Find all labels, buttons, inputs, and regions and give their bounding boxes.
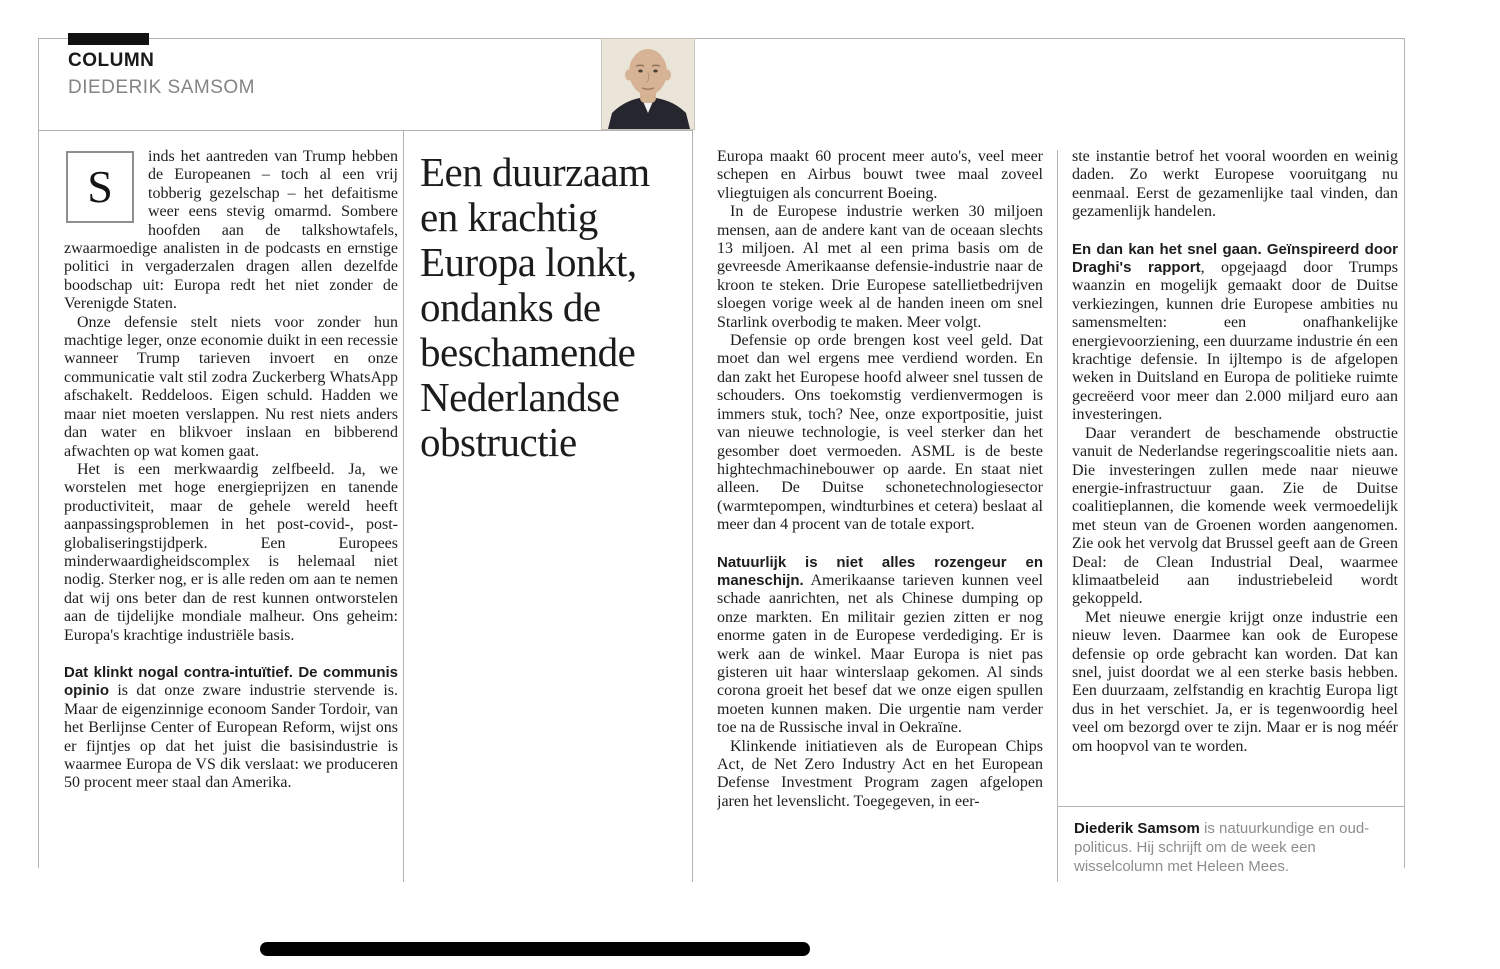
article-headline (420, 150, 688, 465)
paragraph-text: is dat onze zware industrie stervende is. Maar de eigenzinnige econoom Sander Tordoir, van het Berlijnse Center of European Reform, wijst ons er fijntjes op dat het juist die basisindustrie is waarmee Europa de VS dik verslaat: we produceren 50 procent meer staal dan Amerika. (64, 682, 398, 792)
paragraph: Klinkende initiatieven als de European Chips Act, de Net Zero Industry Act en het European Defense Investment Program zagen afgelopen jaren het levenslicht. Toegegeven, in eer- (717, 737, 1043, 810)
author-credit-text: is natuurkundige en oud-politicus. Hij schrijft om de week een wisselcolumn met Heleen Mees. (1074, 820, 1370, 875)
author-name-header: DIEDERIK SAMSOM (68, 77, 255, 98)
body-column-2 (717, 148, 1043, 882)
headline-line: beschamende (420, 329, 636, 375)
paragraph: inds het aantreden van Trump hebben de Europeanen – toch al een vrij tobberig gezelschap – het defaitisme weer eens stevig omarmd. Sombere hoofden aan de talkshowtafels, zwaarmoedige analisten in de podcasts en ernstige politici in vergaderzalen dragen allen dezelfde boodschap uit: Europa redt het niet zonder de Verenigde Staten. (64, 148, 398, 313)
bold-lead: En dan kan het snel gaan. Geïnspireerd door Draghi's rapport (1072, 240, 1398, 277)
author-credit-name: Diederik Samsom (1074, 820, 1200, 837)
credit-top-rule (1057, 806, 1405, 807)
paragraph (1072, 241, 1398, 425)
headline-line: Nederlandse (420, 374, 620, 420)
paragraph (64, 664, 398, 793)
headline-line: en krachtig (420, 194, 598, 240)
home-indicator[interactable] (260, 942, 810, 956)
headline-line: Een duurzaam (420, 149, 650, 195)
drop-cap-letter: S (87, 161, 113, 212)
paragraph-text: , opgejaagd door Trumps waanzin en mogelijk gemaakt door de Duitse verkiezingen, kunnen drie Europese ambities nu samensmelten: een onafhankelijke energievoorziening, een duurzame industrie én een krachtige defensie. In ijltempo is de afgelopen weken in Duitsland en Europa de politieke ruimte gecreëerd voor meer dan 2.000 miljard euro aan investeringen. (1072, 259, 1398, 424)
paragraph: Onze defensie stelt niets voor zonder hun machtige leger, onze economie duikt in een recessie wanneer Trump tarieven invoert en onze communicatie valt stil zodra Zuckerberg WhatsApp afschakelt. Reddeloos. Eigen schuld. Hadden we maar niet moeten verslappen. Nu rest niets anders dan water en blikvoer inslaan en bibberend afwachten op wat komen gaat. (64, 313, 398, 460)
drop-cap-box (66, 151, 134, 223)
paragraph: In de Europese industrie werken 30 miljoen mensen, aan de andere kant van de oceaan slechts 13 miljoen. Al met al een prima basis om de gevreesde Amerikaanse defensie-industrie naar de kroon te steken. Drie Europese satellietbedrijven sloegen vorige week al de handen ineen om snel Starlink overbodig te maken. Meer volgt. (717, 203, 1043, 331)
paragraph: ste instantie betrof het vooral woorden en weinig daden. Zo werkt Europese vooruitgang nu eenmaal. Eerst de gezamenlijke taal vinden, dan gezamenlijk handelen. (1072, 148, 1398, 221)
right-border-rule (1404, 38, 1405, 868)
bold-lead: Dat klinkt nogal contra-intuïtief. De communis opinio (64, 663, 398, 700)
column-divider-1 (403, 130, 404, 882)
paragraph-text: Amerikaanse tarieven kunnen veel schade aanrichten, net als Chinese dumping op onze markten. En militair gezien zitten er nog enorme gaten in de Europese verdediging. Er is werk aan de winkel. Maar Europa is niet pas gisteren uit haar winterslaap gekomen. Al sinds corona groeit het besef dat we onze eigen spullen moeten kunnen maken. Die urgentie nam verder toe na de Russische inval in Oekraïne. (717, 571, 1043, 737)
headline-line: ondanks de (420, 284, 601, 330)
author-portrait-image (602, 39, 694, 129)
section-kicker: COLUMN (68, 50, 155, 71)
paragraph (717, 554, 1043, 738)
paragraph: Het is een merkwaardig zelfbeeld. Ja, we worstelen met hoge energieprijzen en tanende productiviteit, maar de gehele wereld heeft aanpassingsproblemen in het post-covid-, post-globaliseringstijdperk. Een Europees minderwaardigheidscomplex is helemaal niet nodig. Sterker nog, er is alle reden om aan te nemen dat wij ons beter dan de rest kunnen ontworstelen aan de tijdelijke mondiale malheur. Ons geheim: Europa's krachtige industriële basis. (64, 460, 398, 644)
author-credit (1074, 819, 1396, 876)
kicker-bar (68, 33, 149, 45)
headline-line: Europa lonkt, (420, 239, 637, 285)
paragraph: Daar verandert de beschamende obstructie vanuit de Nederlandse regeringscoalitie niets aan. Die investeringen zullen mede naar nieuwe energie-infrastructuur gaan. Zie de Duitse coalitieplannen, die komende week vermoedelijk met steun van de Groenen worden aangenomen. Zie ook het vervolg dat Brussel geeft aan de Green Deal: de Clean Industrial Deal, waarmee klimaatbeleid aan industriebeleid wordt gekoppeld. (1072, 424, 1398, 608)
paragraph: Defensie op orde brengen kost veel geld. Dat moet dan wel ergens mee verdiend worden. En dan zakt het Europese hoofd alweer snel tussen de schouders. Ons toekomstig verdienvermogen is immers stuk, toch? Nee, onze exportpositie, juist van nieuwe technologie, is veel sterker dan het gesomber doet vermoeden. ASML is de beste hightechmachinebouwer op aarde. En staat niet alleen. De Duitse schonetechnologiesector (warmtepompen, windturbines et cetera) beslaat al meer dan 4 procent van de totale export. (717, 332, 1043, 534)
bold-lead: Natuurlijk is niet alles rozengeur en maneschijn. (717, 553, 1043, 589)
paragraph: Europa maakt 60 procent meer auto's, veel meer schepen en Airbus bouwt twee maal zoveel vliegtuigen als concurrent Boeing. (717, 148, 1043, 202)
body-column-1 (64, 148, 398, 882)
paragraph: Met nieuwe energie krijgt onze industrie een nieuw leven. Daarmee kan ook de Europese defensie op orde gebracht kan worden. Dat kan snel, juist doordat we al een sterke basis hebben. Een duurzaam, zelfstandig en krachtig Europa ligt dus in het verschiet. Ja, er is tegenwoordig heel veel om bezorgd over te zijn. Maar er is nog méér om hoopvol van te worden. (1072, 608, 1398, 755)
column-divider-2 (692, 38, 693, 882)
left-border-rule (38, 38, 39, 868)
author-portrait (601, 38, 695, 130)
headline-line: obstructie (420, 419, 577, 465)
header-bottom-rule (38, 130, 693, 131)
column-divider-3 (1057, 150, 1058, 882)
top-border-rule (38, 38, 1405, 39)
body-column-3 (1072, 148, 1398, 804)
